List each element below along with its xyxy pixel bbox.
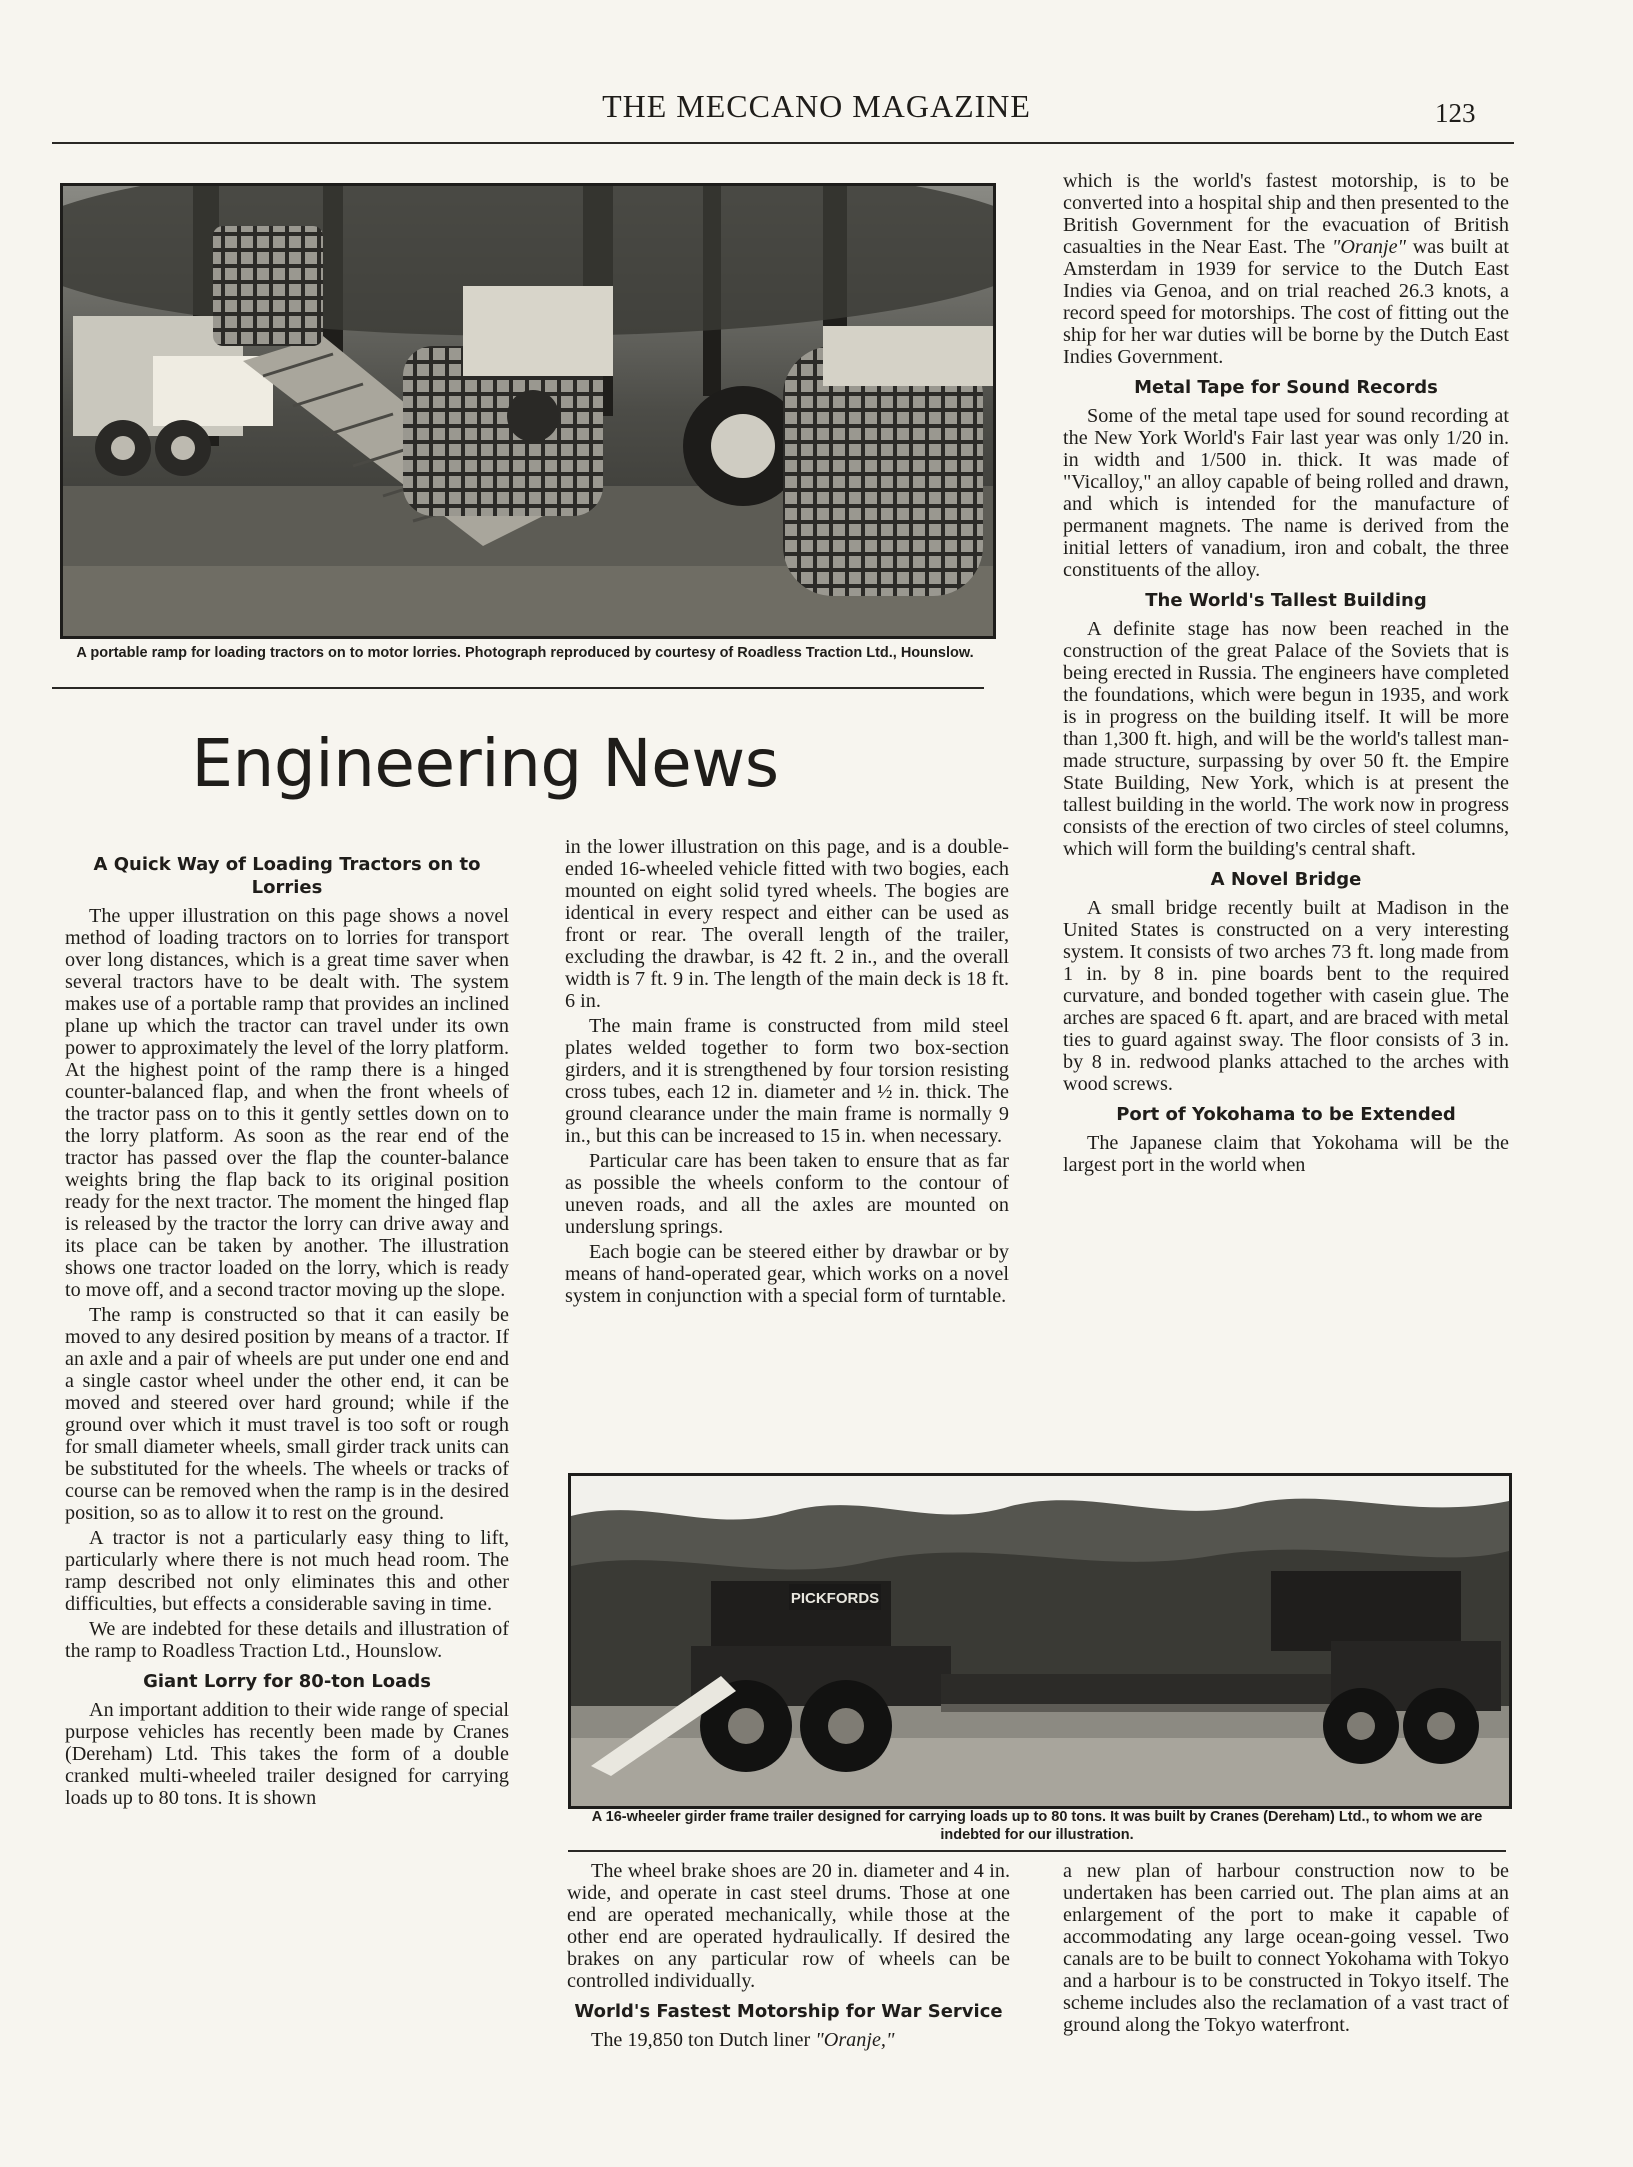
motorship-continuation-text-1: which is the world's fastest motorship, is to be converted into a hospital ship and then presented to the British Government for the evacuation of British casualties in the Near East. The xyxy=(1063,170,1509,258)
lorry-paragraph-3: Particular care has been taken to ensure that as far as possible the wheels conform to the contour of uneven roads, and all the axles are mounted on underslung springs. xyxy=(565,1150,1009,1238)
caption-rule xyxy=(52,687,984,689)
motorship-continuation-text-2: was built at Amsterdam in 1939 for service to the Dutch East Indies via Genoa, and on trial reached 26.3 knots, a record speed for motorships. The cost of fitting out the ship for her war duties will be borne by the Dutch East Indies Government. xyxy=(1063,236,1509,368)
tractors-paragraph-2: The ramp is constructed so that it can easily be moved to any desired position by means of a tractor. If an axle and a pair of wheels are put under one end and a single castor wheel under the other end, it can be moved and steered over hard ground; while if the ground over which it must travel is too soft or rough for small diameter wheels, small girder track units can be substituted for the wheels. The wheels or tracks of course can be removed when the ramp is in the desired position, so as to allow it to rest on the ground. xyxy=(65,1304,509,1524)
motorship-start xyxy=(567,2029,1010,2051)
building-heading: The World's Tallest Building xyxy=(1145,590,1427,611)
yokohama-paragraph: The Japanese claim that Yokohama will be the largest port in the world when xyxy=(1063,1132,1509,1176)
trailer-photo xyxy=(568,1473,1512,1809)
motorship-heading: World's Fastest Motorship for War Service xyxy=(574,2001,1003,2022)
bottom-photo-caption: A 16-wheeler girder frame trailer designed for carrying loads up to 80 tons. It was built by Cranes (Dereham) Ltd., to whom we are indebted for our illustration. xyxy=(591,1809,1483,1843)
tractors-paragraph-3: A tractor is not a particularly easy thing to lift, particularly where there is not much head room. The ramp described not only eliminates this and other difficulties, but effects a considerable saving in time. xyxy=(65,1527,509,1615)
bridge-paragraph: A small bridge recently built at Madison in the United States is constructed on a very interesting system. It consists of two arches 73 ft. long made from 1 in. by 8 in. pine boards bent to the required curvature, and bonded together with casein glue. The arches are spaced 6 ft. apart, and are braced with metal ties to guard against sway. The floor consists of 3 in. by 8 in. redwood planks attached to the arches with wood screws. xyxy=(1063,897,1509,1095)
magazine-title: THE MECCANO MAGAZINE xyxy=(602,88,1031,124)
lorry-brakes-paragraph: The wheel brake shoes are 20 in. diameter and 4 in. wide, and operate in cast steel drums. Those at one end are operated mechanically, while those at the other end are operated hydraulically. If desired the brakes on any particular row of wheels can be controlled individually. xyxy=(567,1860,1010,1992)
tape-heading: Metal Tape for Sound Records xyxy=(1134,377,1438,398)
page-number: 123 xyxy=(1435,98,1476,128)
tape-paragraph: Some of the metal tape used for sound recording at the New York World's Fair last year was only 1/20 in. in width and 1/500 in. thick. It was made of "Vicalloy," an alloy capable of being rolled and drawn, and which is intended for the manufacture of permanent magnets. The name is derived from the initial letters of vanadium, iron and cobalt, the three constituents of the alloy. xyxy=(1063,405,1509,581)
building-paragraph: A definite stage has now been reached in the construction of the great Palace of the Soviets that is being erected in Russia. The engineers have completed the foundations, which were begun in 1935, and work is in progress on the building itself. It will be more than 1,300 ft. high, and will be the world's tallest man-made structure, surpassing by over 50 ft. the Empire State Building, New York, which is at present the tallest building in the world. The work now in progress consists of the erection of two circles of steel columns, which will form the building's central shaft. xyxy=(1063,618,1509,860)
column-2-lower xyxy=(567,1860,1010,2054)
section-title: Engineering News xyxy=(191,725,779,802)
lorry-paragraph-4: Each bogie can be steered either by drawbar or by means of hand-operated gear, which works on a novel system in conjunction with a special form of turntable. xyxy=(565,1241,1009,1307)
lorry-paragraph-1: An important addition to their wide range of special purpose vehicles has recently been made by Cranes (Dereham) Ltd. This takes the form of a double cranked multi-wheeled trailer designed for carrying loads up to 80 tons. It is shown xyxy=(65,1699,509,1809)
tractor-ramp-photo xyxy=(60,183,996,639)
lorry-continuation: in the lower illustration on this page, and is a double-ended 16-wheeled vehicle fitted with two bogies, each mounted on eight solid tyred wheels. The bogies are identical in every respect and either can be used as front or rear. The overall length of the trailer, excluding the drawbar, is 42 ft. 2 in., and the overall width is 7 ft. 9 in. The length of the main deck is 18 ft. 6 in. xyxy=(565,836,1009,1012)
column-2-upper xyxy=(565,836,1009,1310)
motorship-start-ship-name: "Oranje," xyxy=(815,2029,895,2051)
lorry-paragraph-2: The main frame is constructed from mild steel plates welded together to form two box-section girders, and it is strengthened by four torsion resisting cross tubes, each 12 in. diameter and ½ in. thick. The ground clearance under the main frame is normally 9 in., but this can be increased to 15 in. when necessary. xyxy=(565,1015,1009,1147)
bottom-caption-rule xyxy=(568,1850,1506,1852)
motorship-start-text: The 19,850 ton Dutch liner xyxy=(591,2029,816,2051)
yokohama-heading: Port of Yokohama to be Extended xyxy=(1116,1104,1456,1125)
tractors-paragraph-1: The upper illustration on this page shows a novel method of loading tractors on to lorries for transport over long distances, which is a great time saver when several tractors have to be dealt with. The system makes use of a portable ramp that provides an inclined plane up which the tractor can travel under its own power to approximately the level of the lorry platform. At the highest point of the ramp there is a hinged counter-balanced flap, and when the front wheels of the tractor pass on to this it gently settles down on to the lorry platform. As soon as the rear end of the tractor has passed over the flap the counter-balance weights bring the flap back to its original position ready for the next tractor. The moment the hinged flap is released by the tractor the lorry can drive away and its place can be taken by another. The illustration shows one tractor loaded on the lorry, which is ready to move off, and a second tractor moving up the slope. xyxy=(65,905,509,1301)
yokohama-continuation: a new plan of harbour construction now to be undertaken has been carried out. The plan aims at an enlargement of the port to make it capable of accommodating any large ocean-going vessel. Two canals are to be built to connect Yokohama with Tokyo and a harbour is to be constructed in Tokyo itself. The scheme includes also the reclamation of a vast tract of ground along the Tokyo waterfront. xyxy=(1063,1860,1509,2036)
column-1 xyxy=(65,845,509,1812)
top-photo-caption: A portable ramp for loading tractors on to motor lorries. Photograph reproduced by courtesy of Roadless Traction Ltd., Hounslow. xyxy=(76,645,974,661)
tractors-paragraph-4: We are indebted for these details and illustration of the ramp to Roadless Traction Ltd., Hounslow. xyxy=(65,1618,509,1662)
column-3-upper xyxy=(1063,170,1509,1179)
motorship-ship-name: "Oranje" xyxy=(1331,236,1407,258)
trailer-sign: PICKFORDS xyxy=(790,1590,880,1607)
lorry-heading: Giant Lorry for 80-ton Loads xyxy=(143,1671,431,1692)
column-3-lower xyxy=(1063,1860,1509,2039)
bridge-heading: A Novel Bridge xyxy=(1210,869,1362,890)
tractors-heading: A Quick Way of Loading Tractors on to Lorries xyxy=(93,854,481,898)
motorship-continuation xyxy=(1063,170,1509,368)
header-rule xyxy=(52,142,1514,144)
